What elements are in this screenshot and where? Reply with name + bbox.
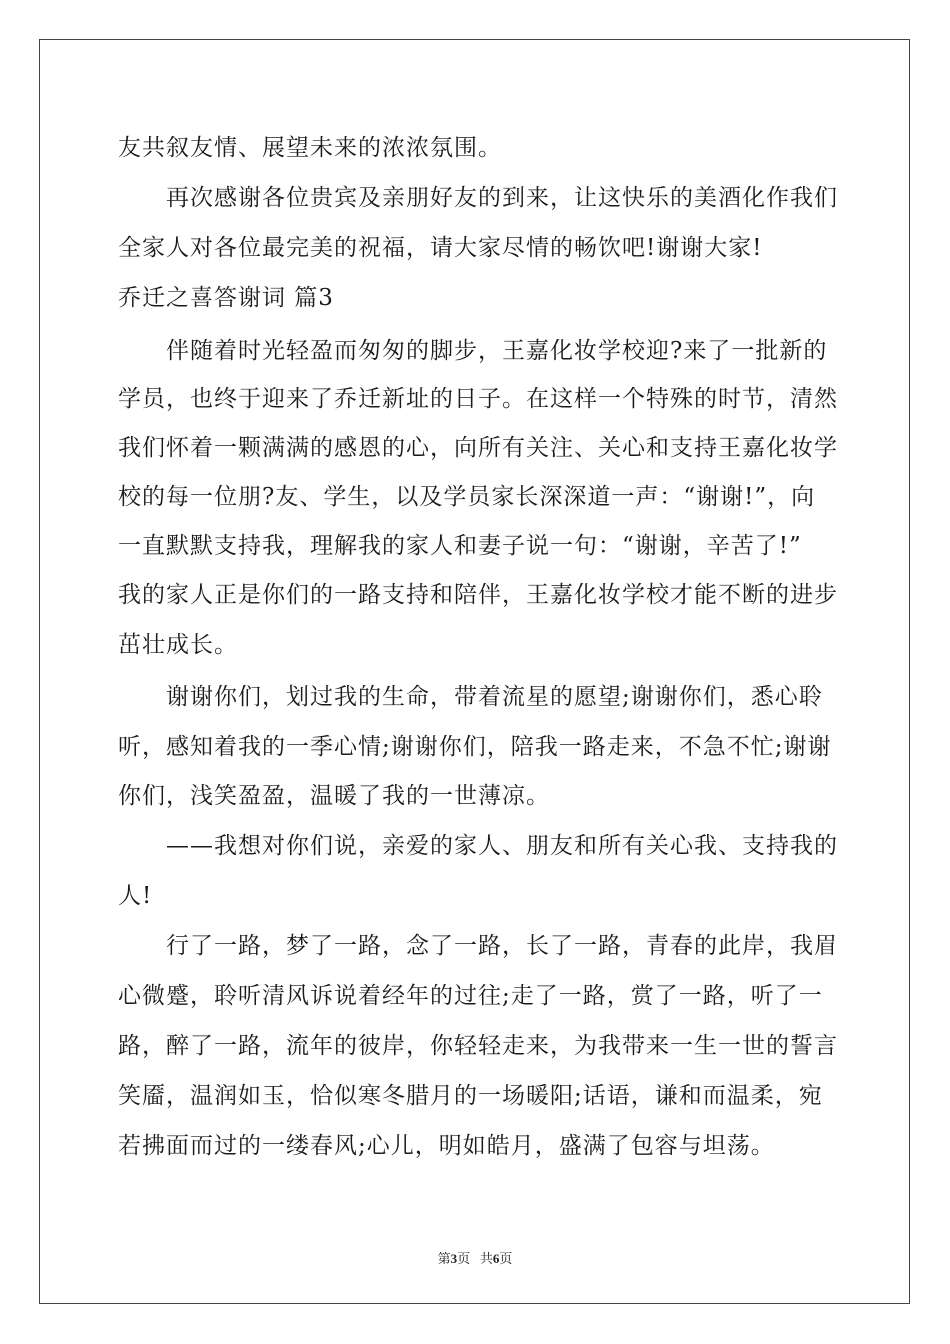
text-line: 我的家人正是你们的一路支持和陪伴，王嘉化妆学校才能不断的进步	[118, 582, 838, 608]
page-footer	[0, 1248, 950, 1267]
text-line: ——我想对你们说，亲爱的家人、朋友和所有关心我、支持我的	[118, 833, 838, 859]
text-line: 若拂面而过的一缕春风;心儿，明如皓月，盛满了包容与坦荡。	[118, 1133, 775, 1159]
text-line: 一直默默支持我，理解我的家人和妻子说一句：“谢谢，辛苦了!”	[118, 533, 802, 559]
text-line: 心微蹙，聆听清风诉说着经年的过往;走了一路，赏了一路，听了一	[118, 983, 823, 1009]
section-heading: 乔迁之喜答谢词 篇3	[118, 285, 334, 311]
text-line: 校的每一位朋?友、学生，以及学员家长深深道一声：“谢谢!”，向	[118, 484, 816, 510]
text-line: 行了一路，梦了一路，念了一路，长了一路，青春的此岸，我眉	[118, 933, 838, 959]
total-unit: 页	[499, 1251, 513, 1266]
total-prefix: 共	[479, 1251, 493, 1266]
text-line: 友共叙友情、展望未来的浓浓氛围。	[118, 135, 502, 161]
page-border	[39, 39, 910, 1304]
text-line: 人!	[118, 883, 153, 909]
text-line: 伴随着时光轻盈而匆匆的脚步，王嘉化妆学校迎?来了一批新的	[118, 338, 828, 364]
text-line: 再次感谢各位贵宾及亲朋好友的到来，让这快乐的美酒化作我们	[118, 185, 838, 211]
text-line: 学员，也终于迎来了乔迁新址的日子。在这样一个特殊的时节，清然	[118, 386, 838, 412]
text-line: 听，感知着我的一季心情;谢谢你们，陪我一路走来，不急不忙;谢谢	[118, 734, 832, 760]
page-unit: 页	[457, 1251, 471, 1266]
text-line: 你们，浅笑盈盈，温暖了我的一世薄凉。	[118, 783, 550, 809]
text-line: 笑靥，温润如玉，恰似寒冬腊月的一场暖阳;话语，谦和而温柔，宛	[118, 1083, 823, 1109]
text-line: 路，醉了一路，流年的彼岸，你轻轻走来，为我带来一生一世的誓言	[118, 1033, 838, 1059]
text-line: 我们怀着一颗满满的感恩的心，向所有关注、关心和支持王嘉化妆学	[118, 435, 838, 461]
text-line: 谢谢你们，划过我的生命，带着流星的愿望;谢谢你们，悉心聆	[118, 684, 823, 710]
page-number: 3	[450, 1251, 458, 1266]
page-prefix: 第	[437, 1251, 451, 1266]
text-line: 全家人对各位最完美的祝福，请大家尽情的畅饮吧!谢谢大家!	[118, 235, 763, 261]
text-line: 茁壮成长。	[118, 632, 238, 658]
total-pages: 6	[492, 1251, 500, 1266]
